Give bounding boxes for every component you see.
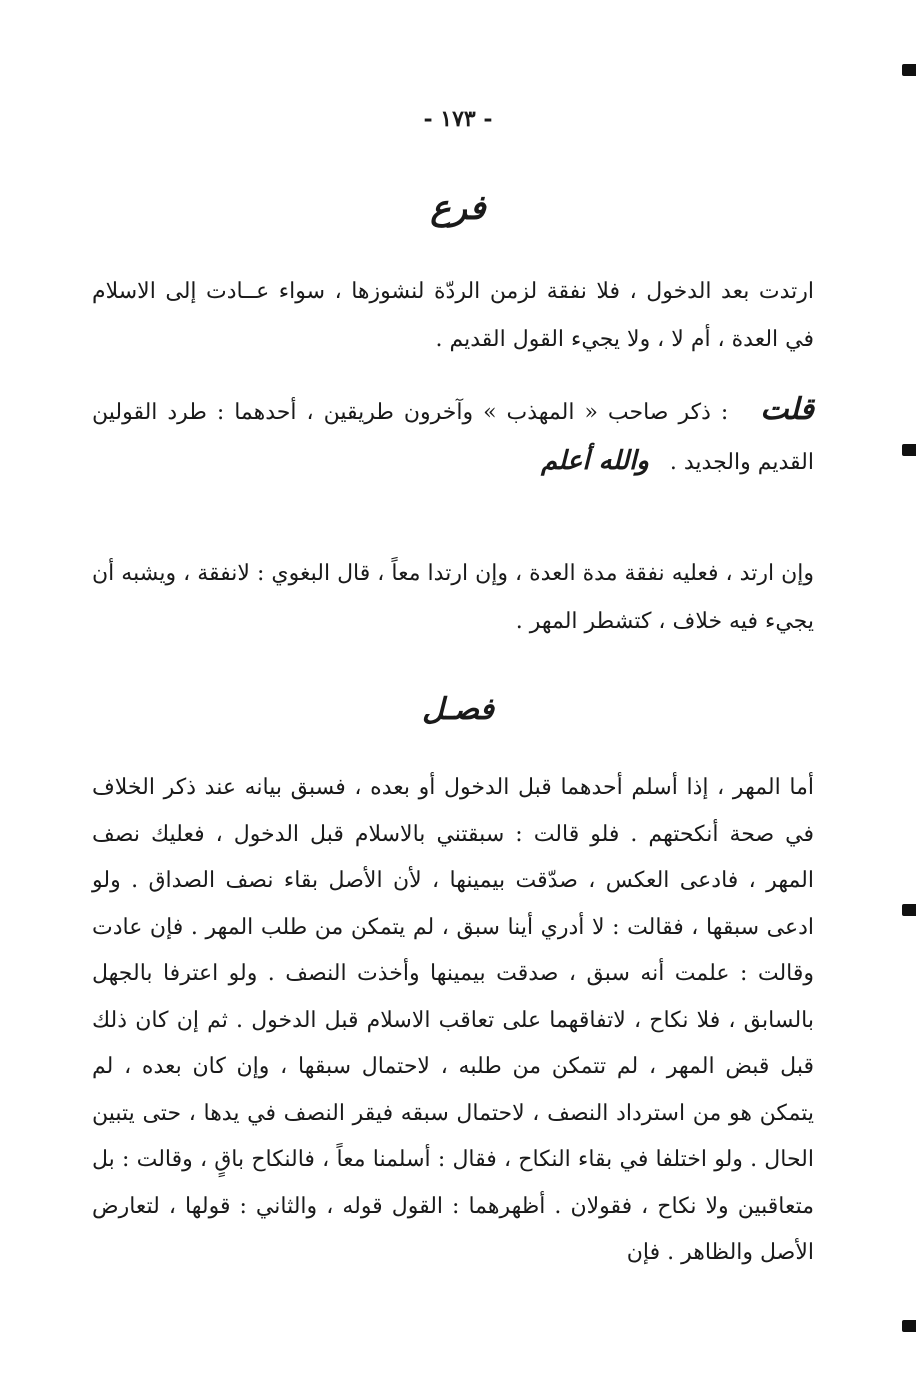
commentary-lead: قلت: [760, 392, 815, 427]
paragraph-text: ارتدت بعد الدخول ، فلا نفقة لزمن الردّة لنشوزها ، سواء عــادت إلى الاسلام في العدة ، أم لا ، ولا يجيء القول القديم .: [92, 279, 814, 352]
paragraph-mahr: [92, 765, 814, 1277]
section-heading-fasl: فصـل: [422, 692, 494, 727]
margin-tab-mark: [902, 1320, 916, 1332]
paragraph-apostasy-husband: [92, 550, 814, 646]
margin-tab-mark: [902, 64, 916, 76]
paragraph-text: أما المهر ، إذا أسلم أحدهما قبل الدخول أو بعده ، فسبق بيانه عند ذكر الخلاف في صحة أنكحتهم . فلو قالت : سبقتني بالاسلام قبل الدخول ، فعليك نصف المهر ، فادعى العكس ، صدّقت بيمينها ، لأن الأصل بقاء نصف الصداق . ولو ادعى سبقها ، فقالت : لا أدري أينا سبق ، لم يتمكن من طلب المهر . فإن عادت وقالت : علمت أنه سبق ، صدقت بيمينها وأخذت النصف . ولو اعترفا بالجهل بالسابق ، فلا نكاح ، لاتفاقهما على تعاقب الاسلام قبل الدخول . ثم إن كان ذلك قبل قبض المهر ، لم تتمكن من طلبه ، لاحتمال سبقها ، وإن كان بعده ، لم يتمكن هو من استرداد النصف ، لاحتمال سبقه فيقر النصف في يدها ، حتى يتبين الحال . ولو اختلفا في بقاء النكاح ، فقال : أسلمنا معاً ، فالنكاح باقٍ ، وقالت : بل متعاقبين ولا نكاح ، فقولان . أظهرهما : القول قوله ، والثاني : قولها ، لتعارض الأصل والظاهر . فإن: [92, 775, 814, 1265]
margin-tab-mark: [902, 444, 916, 456]
paragraph-text: وإن ارتد ، فعليه نفقة مدة العدة ، وإن ارتدا معاً ، قال البغوي : لانفقة ، ويشبه أن يجيء فيه خلاف ، كتشطر المهر .: [92, 561, 814, 634]
commentary-closing: والله أعلم: [540, 446, 649, 476]
section-heading-fara: فرع: [430, 188, 486, 228]
commentary-body: : ذكر صاحب « المهذب » وآخرون طريقين ، أحدهما : طرد القولين القديم والجديد .: [92, 400, 814, 475]
commentary-block: [92, 386, 814, 487]
margin-tab-mark: [902, 904, 916, 916]
paragraph-apostasy-wife: [92, 268, 814, 364]
page-number: - ١٧٣ -: [423, 106, 493, 132]
commentary-text: [92, 386, 814, 487]
